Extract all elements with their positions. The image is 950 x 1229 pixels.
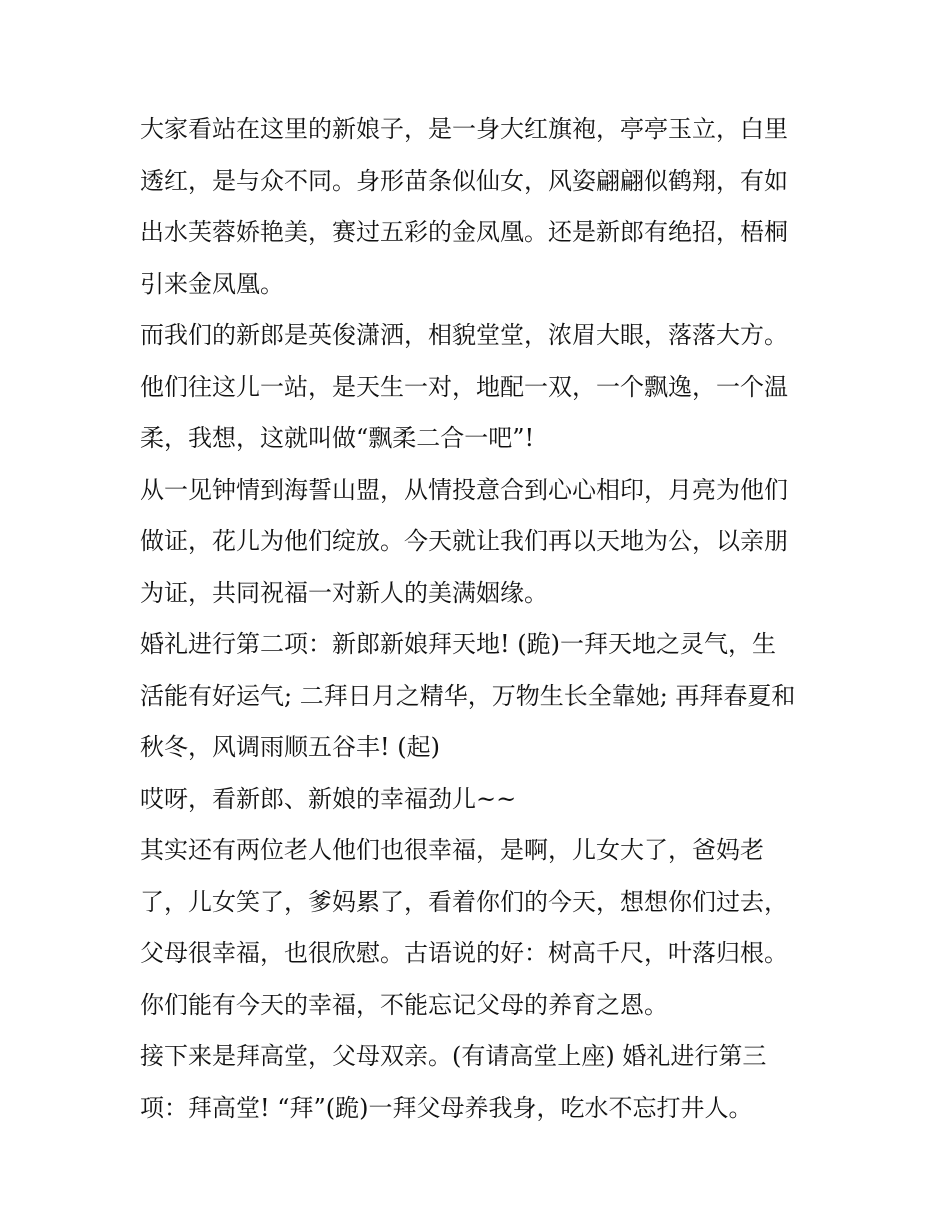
paragraph-groom <box>140 310 820 465</box>
text-line: 活能有好运气; 二拜日月之精华，万物生长全靠她; 再拜春夏和 <box>140 681 796 710</box>
text-line: 你们能有今天的幸福，不能忘记父母的养育之恩。 <box>140 990 668 1019</box>
text-line: 秋冬，风调雨顺五谷丰! (起) <box>140 733 440 761</box>
paragraph-happiness <box>140 774 820 826</box>
document-body <box>140 104 820 1134</box>
text-line: 引来金凤凰。 <box>140 269 284 298</box>
text-line: 为证，共同祝福一对新人的美满姻缘。 <box>140 578 548 607</box>
text-line: 婚礼进行第二项：新郎新娘拜天地! (跪)一拜天地之灵气，生 <box>140 630 776 658</box>
text-line: 从一见钟情到海誓山盟，从情投意合到心心相印，月亮为他们 <box>140 475 788 504</box>
text-line: 项：拜高堂! “拜”(跪)一拜父母养我身，吃水不忘打井人。 <box>140 1093 753 1122</box>
paragraph-ceremony-two <box>140 619 820 774</box>
paragraph-parents <box>140 825 820 1031</box>
text-line: 透红，是与众不同。身形苗条似仙女，风姿翩翩似鹤翔，有如 <box>140 166 788 195</box>
paragraph-blessing <box>140 465 820 620</box>
text-line: 出水芙蓉娇艳美，赛过五彩的金凤凰。还是新郎有绝招，梧桐 <box>140 218 788 246</box>
paragraph-bride <box>140 104 820 310</box>
text-line: 了，儿女笑了，爹妈累了，看着你们的今天，想想你们过去， <box>140 887 788 916</box>
text-line: 哎呀，看新郎、新娘的幸福劲儿~~ <box>140 784 517 813</box>
text-line: 大家看站在这里的新娘子，是一身大红旗袍，亭亭玉立，白里 <box>140 115 788 143</box>
text-line: 父母很幸福，也很欣慰。古语说的好：树高千尺，叶落归根。 <box>140 939 788 967</box>
text-line: 做证，花儿为他们绽放。今天就让我们再以天地为公，以亲朋 <box>140 527 788 555</box>
text-line: 接下来是拜高堂，父母双亲。(有请高堂上座) 婚礼进行第三 <box>140 1042 767 1070</box>
text-line: 其实还有两位老人他们也很幸福，是啊，儿女大了，爸妈老 <box>140 836 764 864</box>
text-line: 而我们的新郎是英俊潇洒，相貌堂堂，浓眉大眼，落落大方。 <box>140 321 788 349</box>
paragraph-ceremony-three <box>140 1031 820 1134</box>
text-line: 他们往这儿一站，是天生一对，地配一双，一个飘逸，一个温 <box>140 372 788 401</box>
text-line: 柔，我想，这就叫做“飘柔二合一吧”! <box>140 424 535 452</box>
